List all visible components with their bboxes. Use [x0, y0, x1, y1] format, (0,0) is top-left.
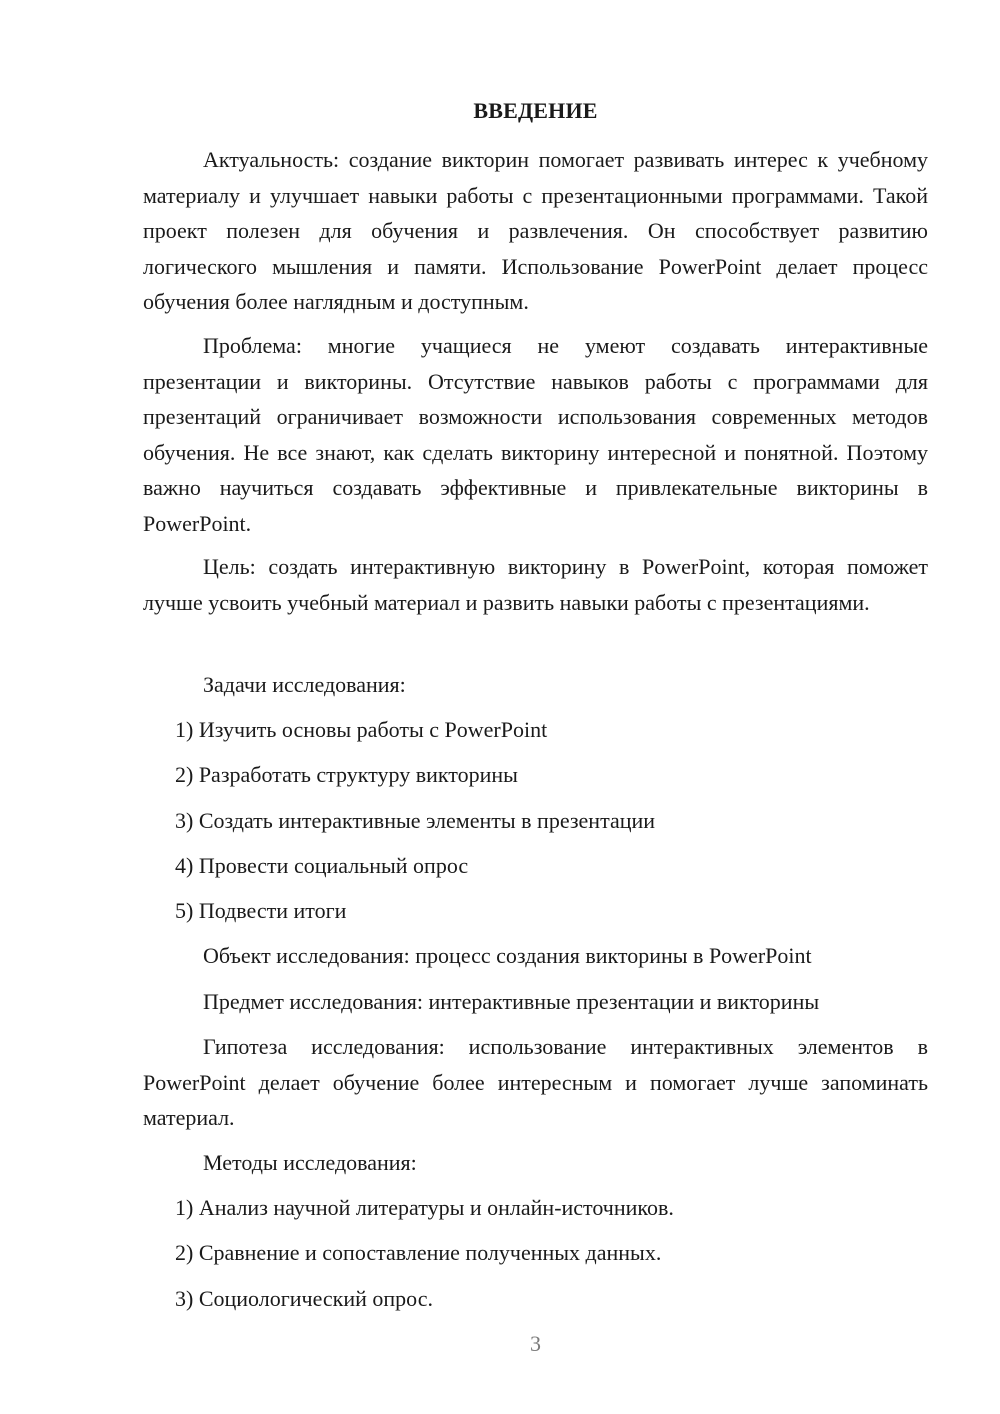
- paragraph-goal: Цель: создать интерактивную викторину в PowerPoint, которая поможет лучше усвоить учебный материал и развить навыки работы с презентациями.: [143, 554, 928, 615]
- method-item: 2) Сравнение и сопоставление полученных данных.: [175, 1240, 662, 1265]
- page-number: 3: [530, 1331, 541, 1356]
- section-heading: ВВЕДЕНИЕ: [473, 98, 598, 123]
- research-object: Объект исследования: процесс создания викторины в PowerPoint: [203, 943, 812, 968]
- tasks-label: Задачи исследования:: [203, 672, 406, 697]
- task-item: 2) Разработать структуру викторины: [175, 762, 518, 787]
- task-item: 3) Создать интерактивные элементы в презентации: [175, 808, 656, 833]
- method-item: 3) Социологический опрос.: [175, 1286, 433, 1311]
- methods-label: Методы исследования:: [203, 1150, 417, 1175]
- paragraph-hypothesis: Гипотеза исследования: использование интерактивных элементов в PowerPoint делает обучение более интересным и помогает лучше запоминать материал.: [143, 1034, 928, 1130]
- paragraph-problem: Проблема: многие учащиеся не умеют создавать интерактивные презентации и викторины. Отсутствие навыков работы с программами для презентаций ограничивает возможности использования современных методов обучения. Не все знают, как сделать викторину интересной и понятной. Поэтому важно научиться создавать эффективные и привлекательные викторины в PowerPoint.: [143, 333, 928, 536]
- research-subject: Предмет исследования: интерактивные презентации и викторины: [203, 989, 820, 1014]
- task-item: 5) Подвести итоги: [175, 898, 347, 923]
- method-item: 1) Анализ научной литературы и онлайн-источников.: [175, 1195, 674, 1220]
- document-page: [143, 0, 928, 1414]
- paragraph-relevance: Актуальность: создание викторин помогает развивать интерес к учебному материалу и улучшает навыки работы с презентационными программами. Такой проект полезен для обучения и развлечения. Он способствует развитию логического мышления и памяти. Использование PowerPoint делает процесс обучения более наглядным и доступным.: [143, 147, 928, 314]
- task-item: 1) Изучить основы работы с PowerPoint: [175, 717, 548, 742]
- task-item: 4) Провести социальный опрос: [175, 853, 469, 878]
